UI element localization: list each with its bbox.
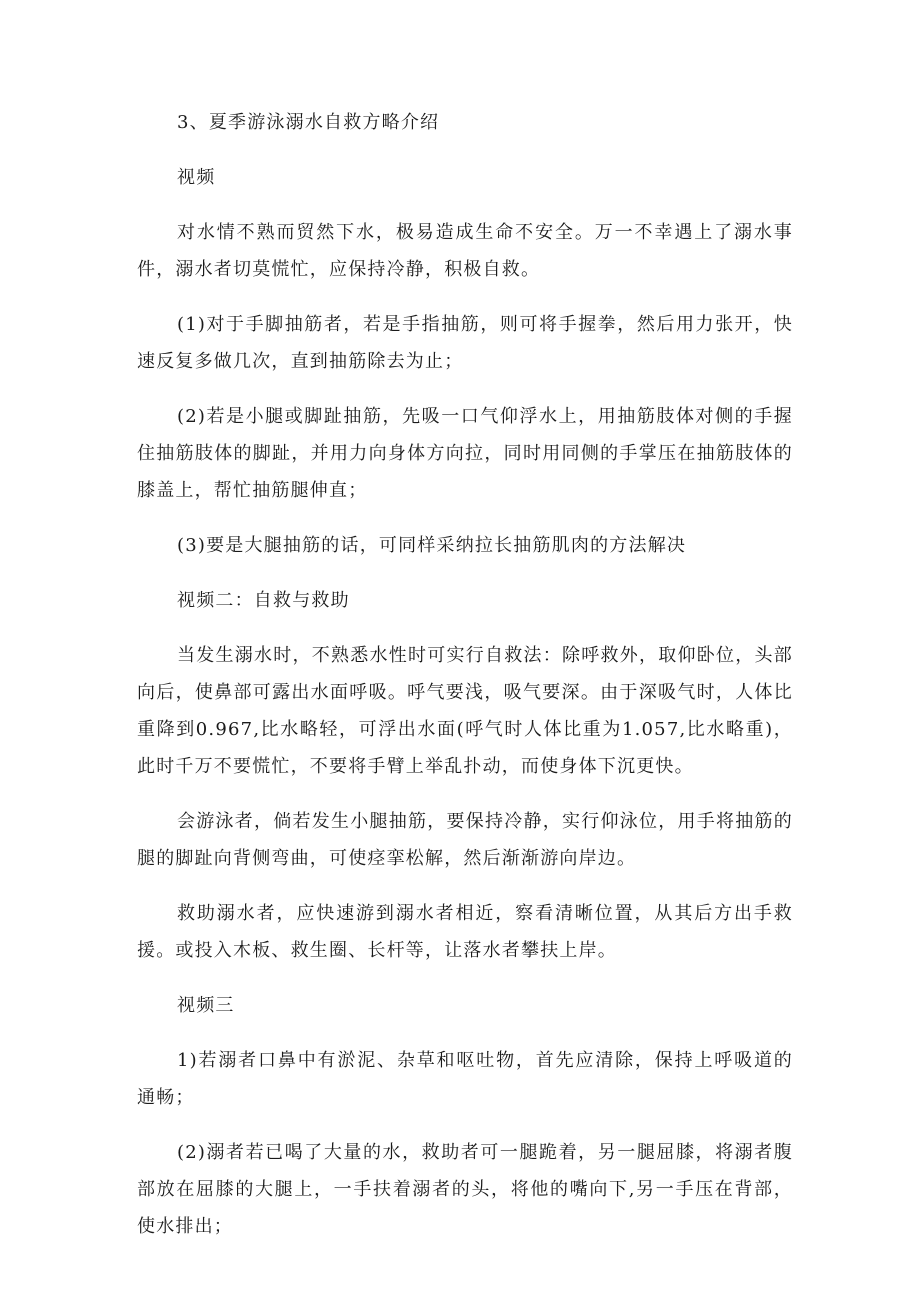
rescue-paragraph: 救助溺水者，应快速游到溺水者相近，察看清晰位置，从其后方出手救援。或投入木板、救生圈、长杆等，让落水者攀扶上岸。	[137, 903, 793, 961]
cramp-item-1: (1)对于手脚抽筋者，若是手指抽筋，则可将手握拳，然后用力张开，快速反复多做几次，直到抽筋除去为止；	[137, 314, 793, 372]
video3-heading: 视频三	[177, 995, 235, 1016]
cramp-item-3: (3)要是大腿抽筋的话，可同样采纳拉长抽筋肌肉的方法解决	[177, 535, 687, 556]
document-body	[137, 104, 793, 1263]
cramp-item-2: (2)若是小腿或脚趾抽筋，先吸一口气仰浮水上，用抽筋肢体对侧的手握住抽筋肢体的脚趾，并用力向身体方向拉，同时用同侧的手掌压在抽筋肢体的膝盖上，帮忙抽筋腿伸直；	[137, 406, 793, 501]
intro-paragraph: 对水情不熟而贸然下水，极易造成生命不安全。万一不幸遇上了溺水事件，溺水者切莫慌忙，应保持冷静，积极自救。	[137, 222, 793, 280]
first-aid-item-2: (2)溺者若已喝了大量的水，救助者可一腿跪着，另一腿屈膝，将溺者腹部放在屈膝的大腿上，一手扶着溺者的头，将他的嘴向下,另一手压在背部，使水排出；	[137, 1142, 793, 1237]
first-aid-item-1: 1)若溺者口鼻中有淤泥、杂草和呕吐物，首先应清除，保持上呼吸道的通畅；	[137, 1050, 793, 1108]
section-title: 3、夏季游泳溺水自救方略介绍	[177, 112, 440, 133]
video1-heading: 视频	[177, 167, 216, 188]
swimmer-cramp-paragraph: 会游泳者，倘若发生小腿抽筋，要保持冷静，实行仰泳位，用手将抽筋的腿的脚趾向背侧弯曲，可使痉挛松解，然后渐渐游向岸边。	[137, 811, 793, 869]
self-rescue-paragraph: 当发生溺水时，不熟悉水性时可实行自救法：除呼救外，取仰卧位，头部向后，使鼻部可露出水面呼吸。呼气要浅，吸气要深。由于深吸气时，人体比重降到0.967,比水略轻，可浮出水面(呼气时人体比重为1.057,比水略重)，此时千万不要慌忙，不要将手臂上举乱扑动，而使身体下沉更快。	[137, 645, 793, 777]
video2-heading: 视频二：自救与救助	[177, 590, 350, 611]
